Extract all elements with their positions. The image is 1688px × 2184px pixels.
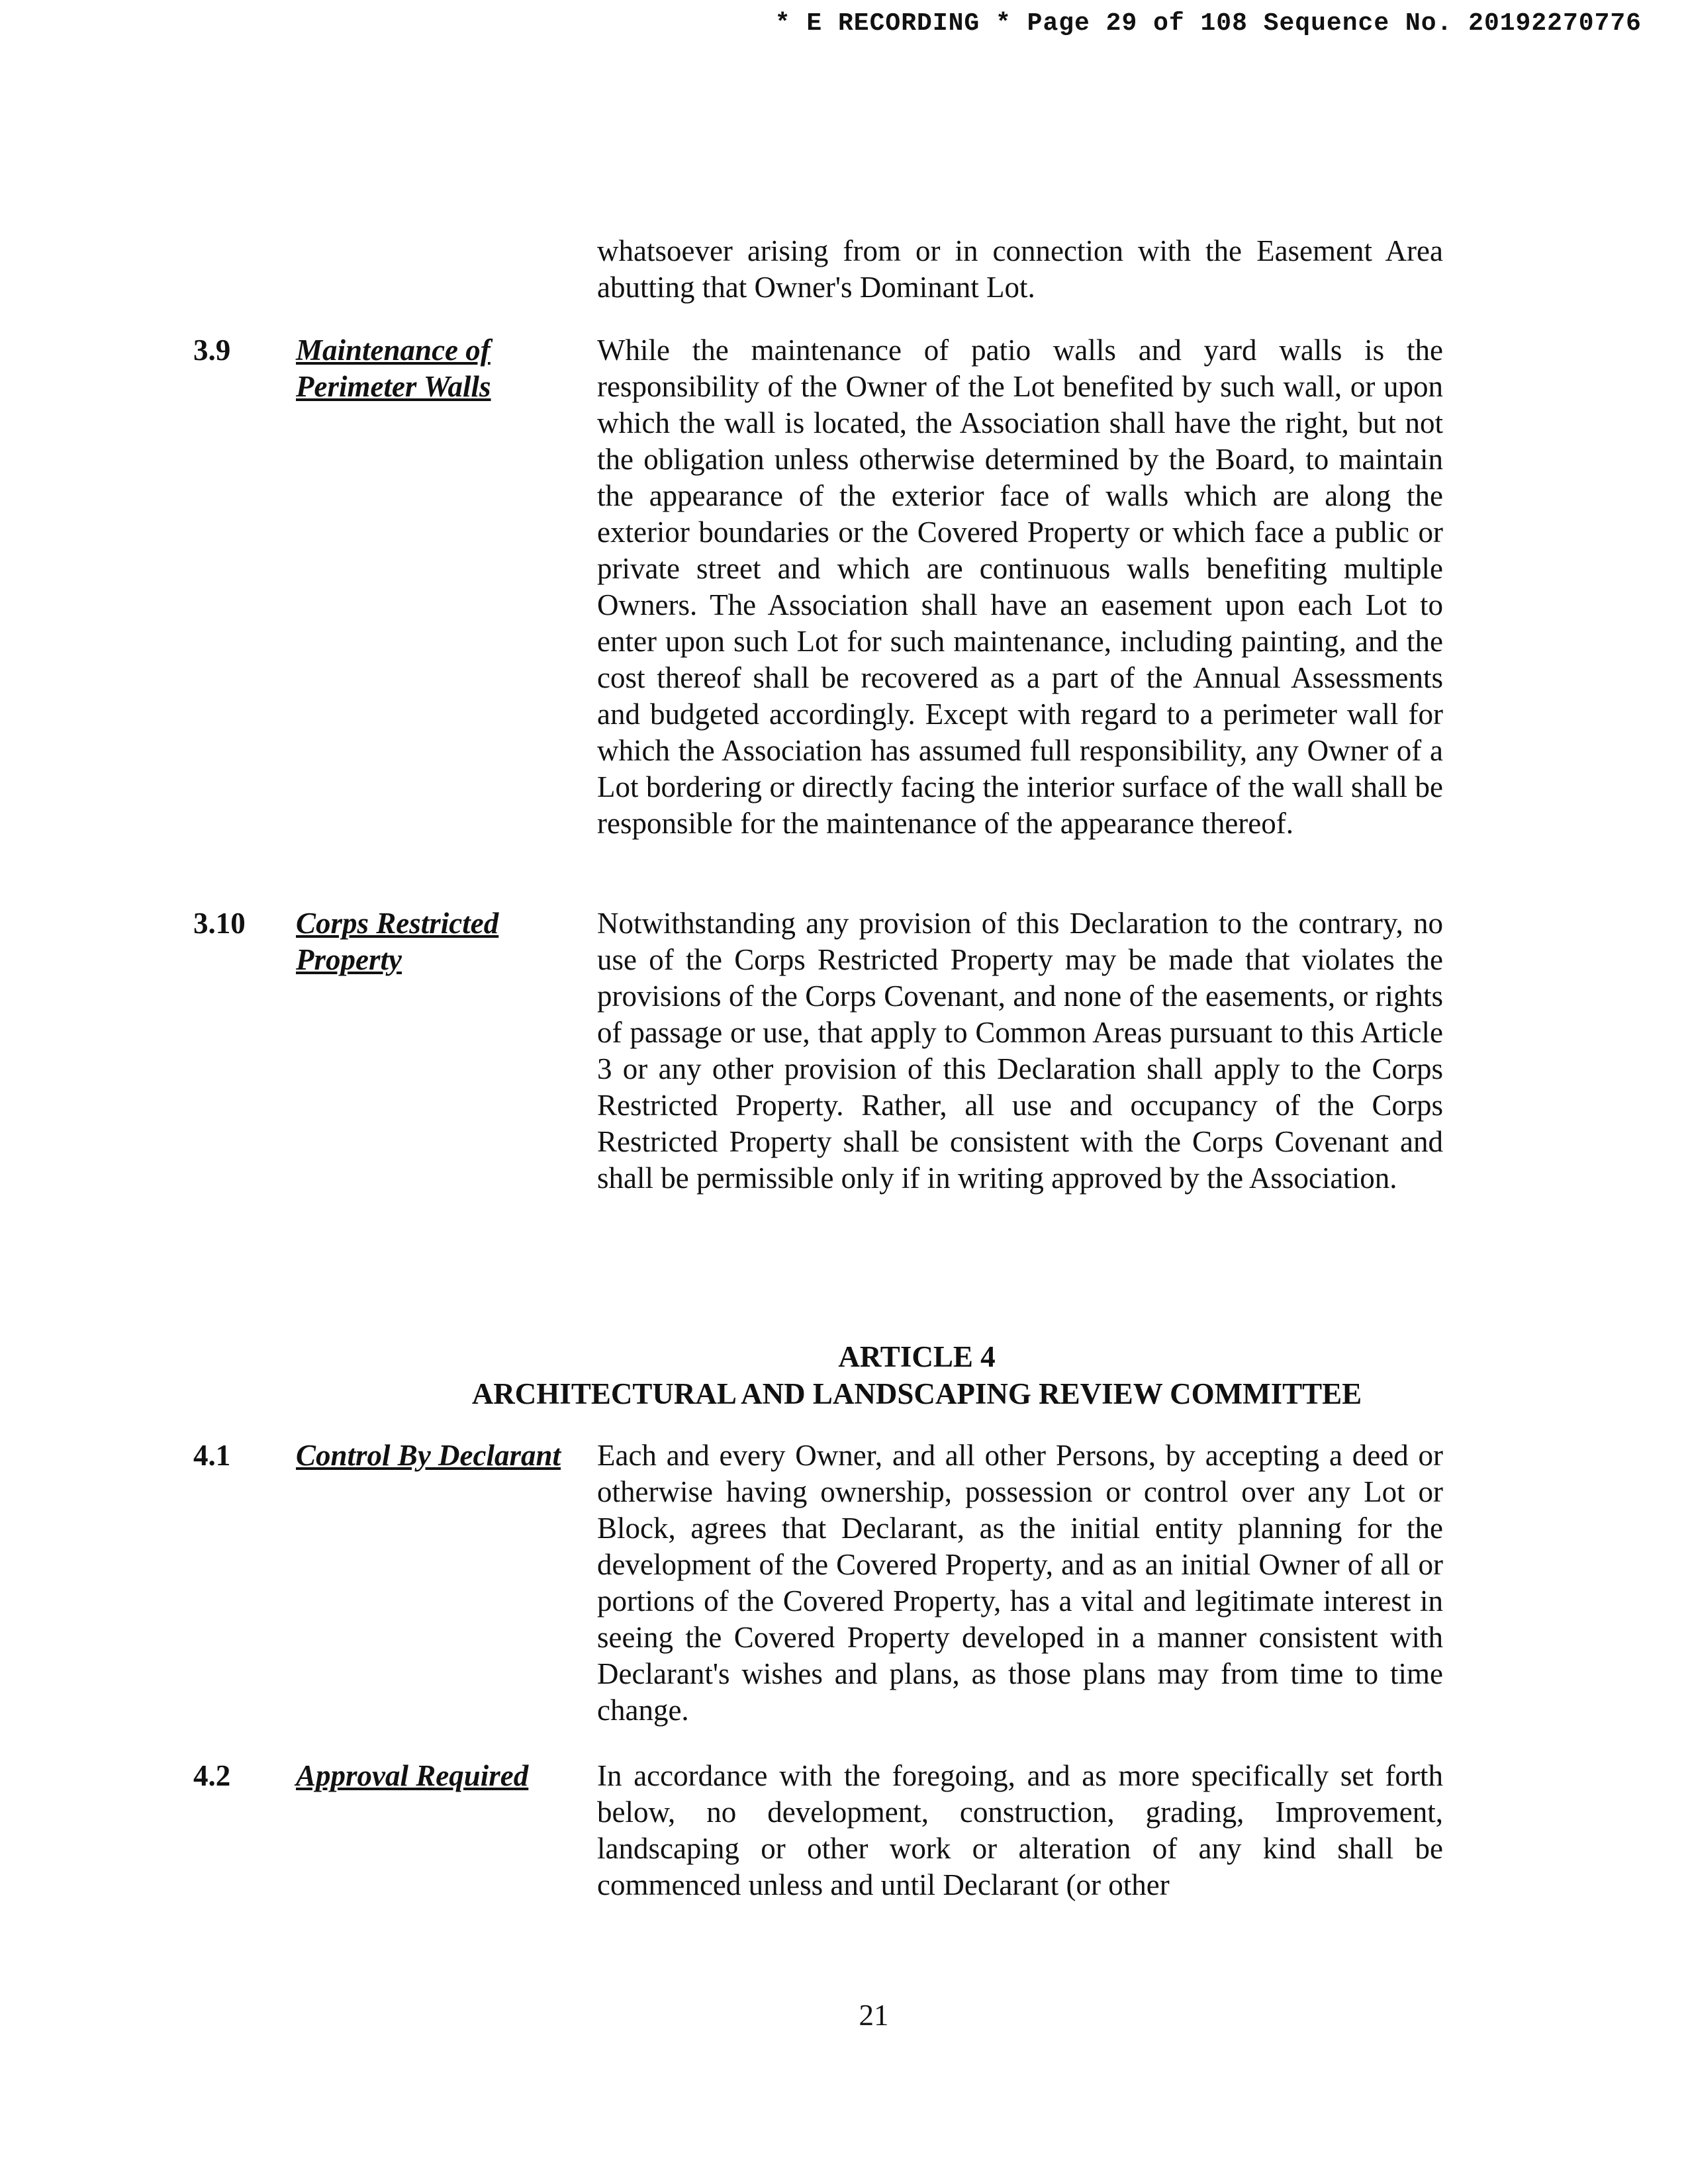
section-number: 3.9 (193, 334, 231, 367)
continuation-paragraph: whatsoever arising from or in connection with the Easement Area abutting that Owner's Dominant Lot. (597, 234, 1443, 304)
section-number: 3.10 (193, 907, 246, 940)
recording-header: * E RECORDING * Page 29 of 108 Sequence No. 20192270776 (774, 9, 1642, 38)
article-title: ARCHITECTURAL AND LANDSCAPING REVIEW COMMITTEE (471, 1377, 1362, 1410)
section-body: Notwithstanding any provision of this Declaration to the contrary, no use of the Corps Restricted Property may be made that violates the provisions of the Corps Covenant, and none of the easements, or rights of passage or use, that apply to Common Areas pursuant to this Article 3 or any other provision of this Declaration shall apply to the Corps Restricted Property. Rather, all use and occupancy of the Corps Restricted Property shall be consistent with the Corps Covenant and shall be permissible only if in writing approved by the Association. (597, 907, 1443, 1195)
section-number: 4.2 (193, 1759, 231, 1792)
section-title: Corps Restricted Property (296, 907, 499, 976)
section-number: 4.1 (193, 1439, 231, 1472)
section-title: Maintenance of Perimeter Walls (296, 334, 491, 403)
section-body: In accordance with the foregoing, and as more specifically set forth below, no development, construction, grading, Improvement, landscaping or other work or alteration of any kind shall be commenced unless and until Declarant (or other (597, 1759, 1443, 1901)
page-number: 21 (859, 1999, 889, 2032)
article-heading (0, 1338, 1688, 1412)
section-title: Approval Required (296, 1759, 529, 1792)
section-body: Each and every Owner, and all other Persons, by accepting a deed or otherwise having ownership, possession or control over any Lot or Block, agrees that Declarant, as the initial entity planning for the development of the Covered Property, and as an initial Owner of all or portions of the Covered Property, has a vital and legitimate interest in seeing the Covered Property developed in a manner consistent with Declarant's wishes and plans, as those plans may from time to time change. (597, 1439, 1443, 1727)
article-number: ARTICLE 4 (838, 1340, 996, 1373)
section-body: While the maintenance of patio walls and yard walls is the responsibility of the Owner of the Lot benefited by such wall, or upon which the wall is located, the Association shall have the right, but not the obligation unless otherwise determined by the Board, to maintain the appearance of the exterior face of walls which are along the exterior boundaries or the Covered Property or which face a public or private street and which are continuous walls benefiting multiple Owners. The Association shall have an easement upon each Lot to enter upon such Lot for such maintenance, including painting, and the cost thereof shall be recovered as a part of the Annual Assessments and budgeted accordingly. Except with regard to a perimeter wall for which the Association has assumed full responsibility, any Owner of a Lot bordering or directly facing the interior surface of the wall shall be responsible for the maintenance of the appearance thereof. (597, 334, 1443, 840)
section-title: Control By Declarant (296, 1439, 561, 1472)
